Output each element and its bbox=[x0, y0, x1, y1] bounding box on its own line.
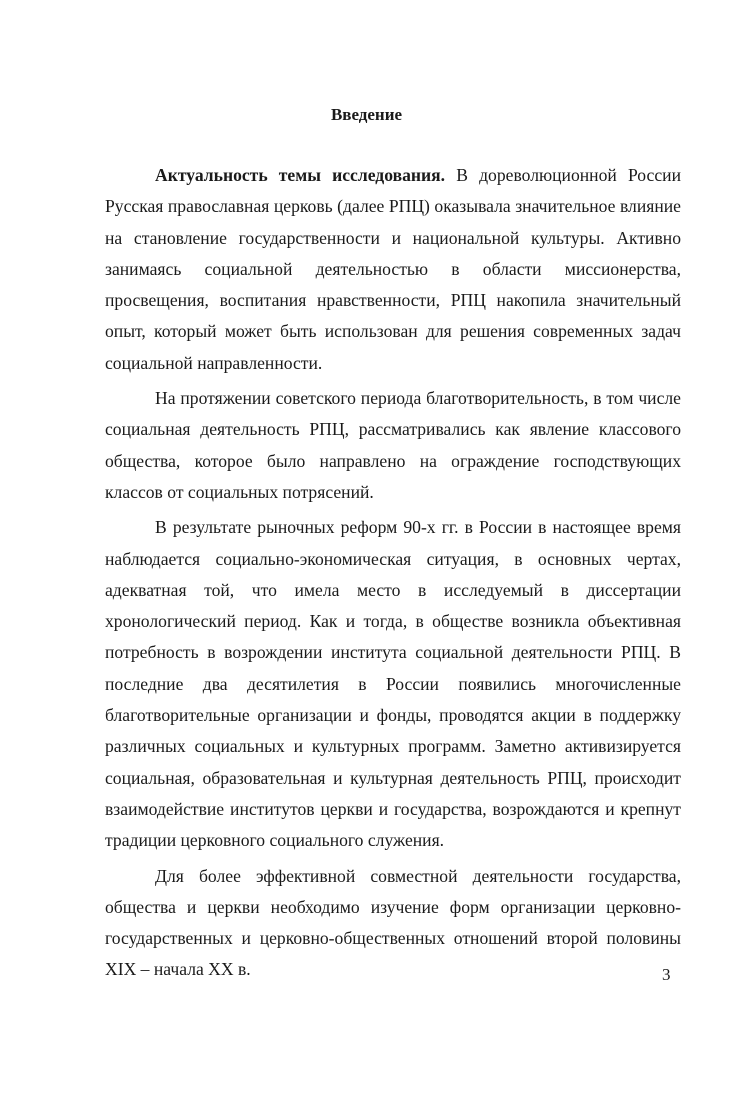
paragraph-text: В дореволюционной России Русская православная церковь (далее РПЦ) оказывала значительное влияние на становление государственности и национальной культуры. Активно занимаясь социальной деятельностью в области миссионерства, просвещения, воспитания нравственности, РПЦ накопила значительный опыт, который может быть использован для решения современных задач социальной направленности. bbox=[105, 165, 681, 373]
section-heading: Введение bbox=[330, 105, 403, 124]
paragraph-cooperation bbox=[105, 861, 681, 986]
paragraph-text: На протяжении советского периода благотворительность, в том числе социальная деятельность РПЦ, рассматривались как явление классового общества, которое было направлено на ограждение господствующих классов от социальных потрясений. bbox=[105, 388, 681, 502]
paragraph-soviet-period bbox=[105, 383, 681, 508]
body-text bbox=[105, 160, 681, 990]
paragraph-market-reforms bbox=[105, 512, 681, 856]
paragraph-text: Для более эффективной совместной деятельности государства, общества и церкви необходимо изучение форм организации церковно-государственных и церковно-общественных отношений второй половины XIX – начала XX в. bbox=[105, 865, 681, 980]
page-number: 3 bbox=[662, 965, 671, 984]
paragraph-relevance bbox=[105, 160, 681, 379]
paragraph-text: В результате рыночных реформ 90-х гг. в России в настоящее время наблюдается социально-экономическая ситуация, в основных чертах, адекватная той, что имела место в исследуемый в диссертации хронологический период. Как и тогда, в обществе возникла объективная потребность в возрождении института социальной деятельности РПЦ. В последние два десятилетия в России появились многочисленные благотворительные организации и фонды, проводятся акции в поддержку различных социальных и культурных программ. Заметно активизируется социальная, образовательная и культурная деятельность РПЦ, происходит взаимодействие институтов церкви и государства, возрождаются и крепнут традиции церковного социального служения. bbox=[105, 517, 681, 851]
paragraph-lead: Актуальность темы исследования. bbox=[155, 165, 446, 185]
